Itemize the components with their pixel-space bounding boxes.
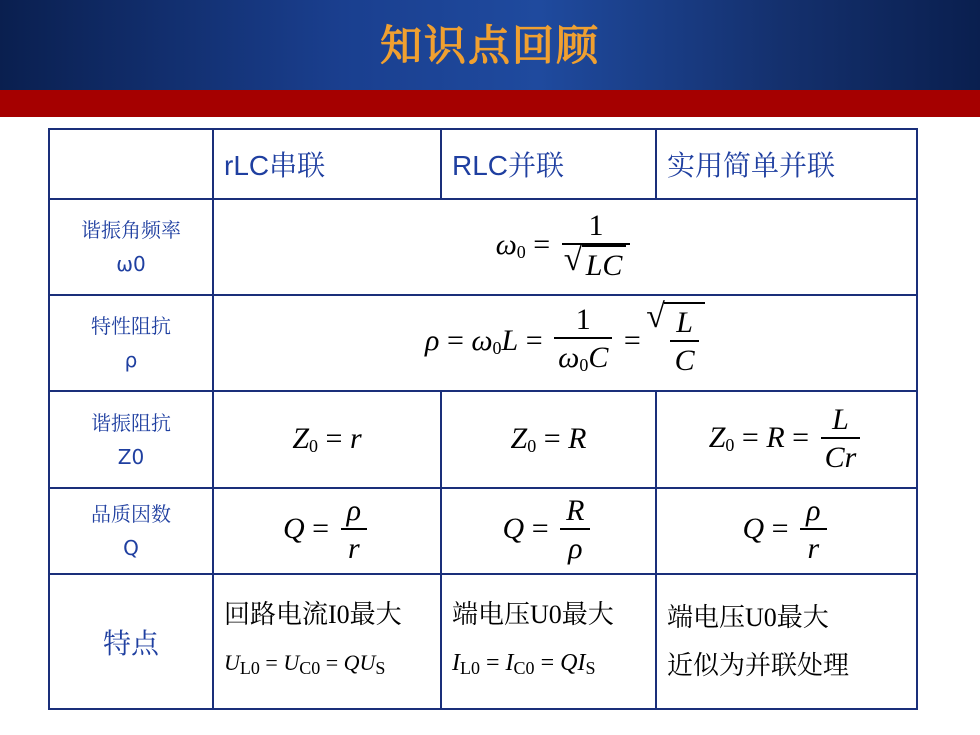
header-parallel-rlc: RLC并联 [441, 129, 656, 199]
features-practical [656, 574, 917, 709]
features-parallel-formula: $I_{L0} = I_{C0} = QI_S$ [452, 650, 596, 678]
features-series [213, 574, 441, 709]
formula-q-parallel: Q = $\frac{R}{\rho}$ [441, 488, 656, 574]
label-quality-factor: 品质因数 Q [49, 488, 213, 574]
row-quality-factor [49, 488, 917, 574]
formula-characteristic-impedance: $\rho = \omega_0L$ = $\frac{1}{\omega_0C}$ = √ $\frac{L}{C}$ [213, 295, 917, 391]
features-series-line1: 回路电流I0最大 [224, 600, 402, 629]
features-practical-line1: 端电压U0最大 [667, 602, 829, 632]
accent-bar [0, 90, 980, 117]
label-resonant-frequency: 谐振角频率 ω0 [49, 199, 213, 295]
label-characteristic-impedance: 特性阻抗 ρ [49, 295, 213, 391]
label-features: 特点 [49, 574, 213, 709]
row-characteristic-impedance [49, 295, 917, 391]
page-title: 知识点回顾 [379, 21, 600, 70]
header-practical-parallel: 实用简单并联 [656, 129, 917, 199]
corner-cell [49, 129, 213, 199]
symbol-rho: ρ [124, 348, 138, 372]
header-series-rlc: rLC串联 [213, 129, 441, 199]
row-features [49, 574, 917, 709]
symbol-z0: Z0 [117, 444, 145, 469]
header-row [49, 129, 917, 199]
symbol-omega0: ω0 [116, 252, 146, 276]
features-parallel [441, 574, 656, 709]
label-resonant-impedance: 谐振阻抗 Z0 [49, 391, 213, 488]
features-series-formula: $U_{L0} = U_{C0} = QU_S$ [224, 650, 386, 678]
formula-q-practical: Q = $\frac{\rho}{r}$ [656, 488, 917, 574]
title-banner [0, 0, 980, 90]
row-resonant-impedance [49, 391, 917, 488]
features-practical-line2: 近似为并联处理 [667, 650, 850, 680]
formula-z0-practical: $Z_0 = R$ = $\frac{L}{Cr}$ [656, 391, 917, 488]
comparison-table [48, 128, 918, 710]
row-resonant-frequency [49, 199, 917, 295]
features-parallel-line1: 端电压U0最大 [452, 600, 614, 629]
formula-resonant-frequency: $\omega_0$ = 1 √ LC [213, 199, 917, 295]
symbol-q: Q [123, 536, 139, 560]
formula-q-series: Q = $\frac{\rho}{r}$ [213, 488, 441, 574]
formula-z0-parallel: $Z_0 = R$ [441, 391, 656, 488]
formula-z0-series: $Z_0 = r$ [213, 391, 441, 488]
